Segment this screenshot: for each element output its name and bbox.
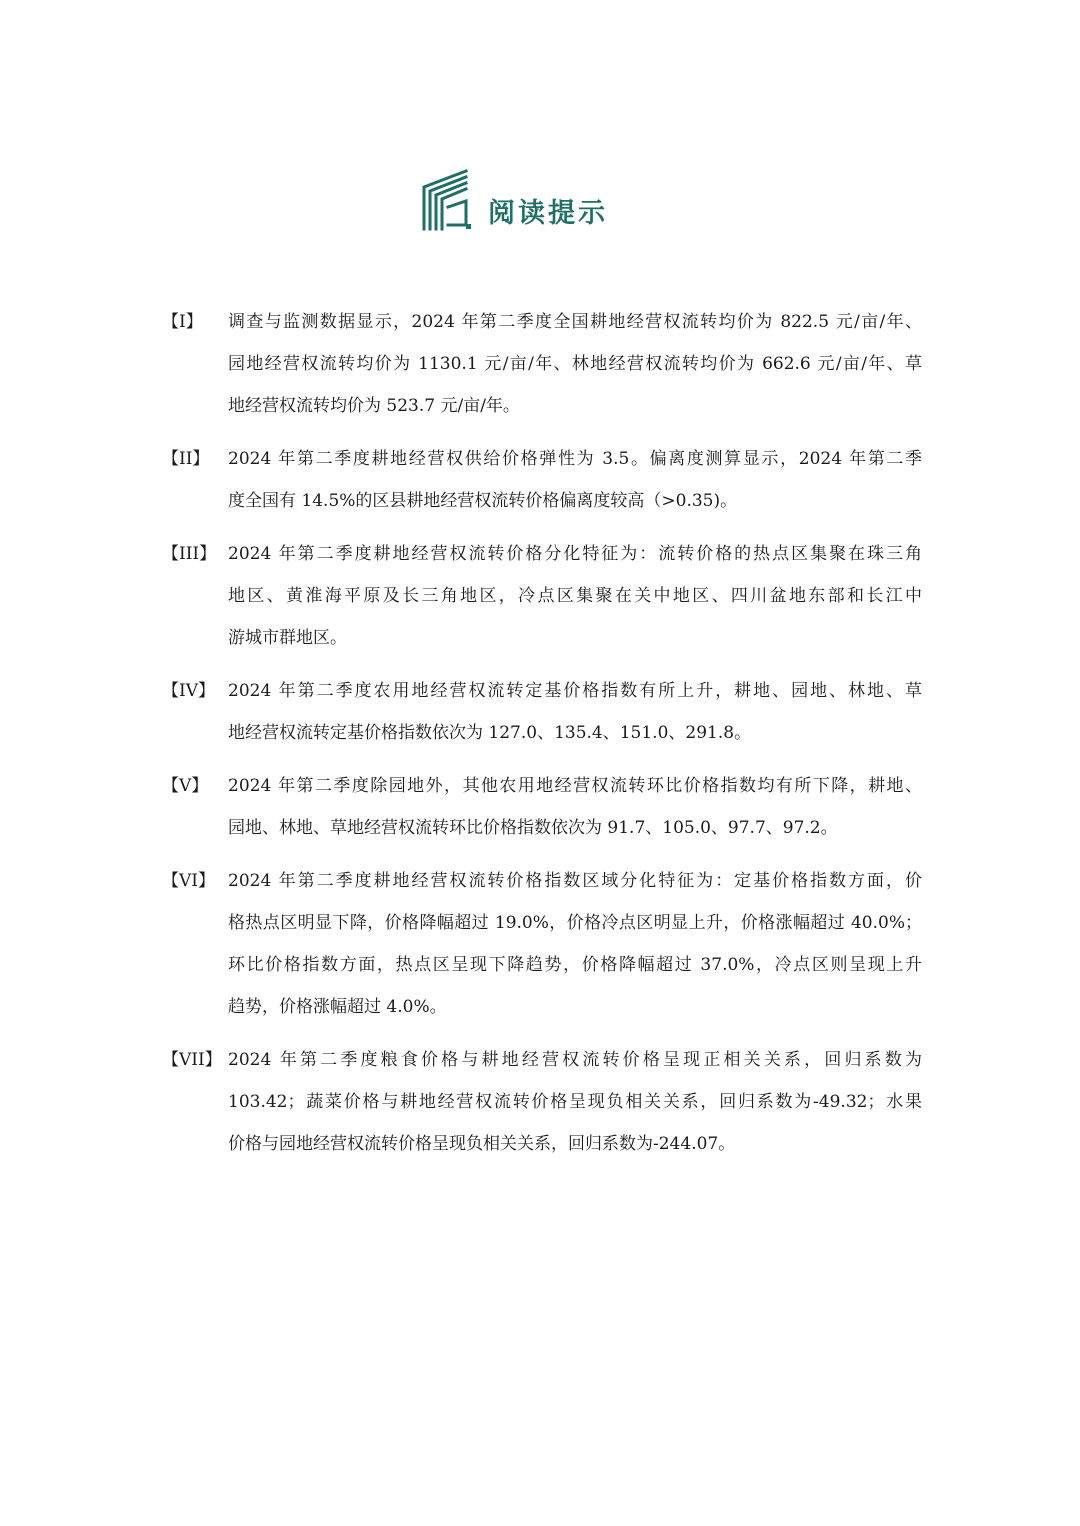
tip-item-label: 【V】 [162,776,209,796]
tip-item-line: 园地、林地、草地经营权流转环比价格指数依次为 91.7、105.0、97.7、97.2。 [228,818,838,838]
tip-item-line: 地经营权流转定基价格指数依次为 127.0、135.4、151.0、291.8。 [228,723,752,743]
tip-item-line: 调查与监测数据显示，2024 年第二季度全国耕地经营权流转均价为 822.5 元/亩/年、 [228,312,922,332]
tip-item-line: 2024 年第二季度耕地经营权流转价格指数区域分化特征为：定基价格指数方面，价 [228,871,922,891]
tip-item-label: 【II】 [162,449,210,469]
tip-item [162,765,922,849]
tip-item-line: 价格与园地经营权流转价格呈现负相关关系，回归系数为-244.07。 [228,1134,736,1154]
tip-item-text [228,670,922,754]
tip-item-label: 【III】 [162,544,217,564]
tip-item [162,533,922,659]
page-title: 阅读提示 [488,197,608,229]
tip-item-line: 2024 年第二季度耕地经营权供给价格弹性为 3.5。偏离度测算显示，2024 年第二季 [228,449,922,469]
tip-item-line: 游城市群地区。 [228,628,347,648]
tip-item-label: 【I】 [162,312,203,332]
tip-item-text [228,301,922,427]
tip-item-text [228,438,922,522]
tip-item-text [228,1039,922,1165]
tip-item-line: 2024 年第二季度耕地经营权流转价格分化特征为：流转价格的热点区集聚在珠三角 [228,544,922,564]
tip-item-label: 【IV】 [162,681,215,701]
tip-item-text [228,860,922,1028]
tip-item [162,860,922,1028]
tip-item-line: 2024 年第二季度农用地经营权流转定基价格指数有所上升，耕地、园地、林地、草 [228,681,922,701]
tip-item [162,670,922,754]
tip-item-line: 趋势，价格涨幅超过 4.0%。 [228,997,447,1017]
tip-item-line: 园地经营权流转均价为 1130.1 元/亩/年、林地经营权流转均价为 662.6 元/亩/年、草 [228,354,922,374]
tip-item-line: 103.42；蔬菜价格与耕地经营权流转价格呈现负相关关系，回归系数为-49.32；水果 [228,1092,922,1112]
tip-item-text [228,533,922,659]
tip-item [162,301,922,427]
tip-item-label: 【VI】 [162,871,215,891]
tip-item-line: 地区、黄淮海平原及长三角地区，冷点区集聚在关中地区、四川盆地东部和长江中 [228,586,922,606]
tip-item-text [228,765,922,849]
tip-item [162,1039,922,1165]
tip-item [162,438,922,522]
tip-item-label: 【VII】 [162,1050,222,1070]
tip-item-line: 格热点区明显下降，价格降幅超过 19.0%，价格冷点区明显上升，价格涨幅超过 40.0%； [228,913,922,933]
document-logo-icon [420,169,472,231]
reading-tips-header [420,168,608,232]
tip-item-line: 环比价格指数方面，热点区呈现下降趋势，价格降幅超过 37.0%，冷点区则呈现上升 [228,955,922,975]
tip-item-line: 2024 年第二季度除园地外，其他农用地经营权流转环比价格指数均有所下降，耕地、 [228,776,922,796]
tip-item-line: 度全国有 14.5%的区县耕地经营权流转价格偏离度较高（>0.35)。 [228,491,738,511]
tips-list [162,301,922,1176]
tip-item-line: 地经营权流转均价为 523.7 元/亩/年。 [228,396,520,416]
tip-item-line: 2024 年第二季度粮食价格与耕地经营权流转价格呈现正相关关系，回归系数为 [228,1050,922,1070]
